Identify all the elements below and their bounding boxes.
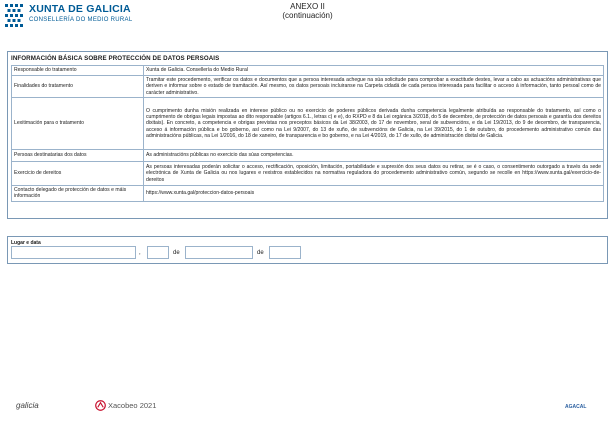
agacal-logo: AGACAL: [565, 404, 587, 410]
table-row: [12, 162, 604, 186]
row-label: Lexitimación para o tratamento: [12, 98, 144, 150]
xacobeo-logo: Xacobeo 2021: [108, 401, 157, 410]
section-title: INFORMACIÓN BÁSICA SOBRE PROTECCIÓN DE DATOS PERSOAIS: [11, 55, 220, 62]
row-label: Finalidades do tratamento: [12, 76, 144, 98]
day-field[interactable]: [147, 246, 169, 259]
data-protection-section: [7, 51, 608, 219]
annex-heading: [0, 2, 615, 20]
annex-continuation: (continuación): [282, 11, 333, 20]
galicia-logo: galicia: [16, 401, 39, 410]
place-date-label: Lugar e data: [11, 240, 41, 246]
row-label: Contacto delegado de protección de datos e máis información: [12, 186, 144, 202]
row-value: O cumprimento dunha misión realizada en interese público ou no exercicio de poderes públicos derivada dunha competencia legalmente atribuída ao responsable do tratamento, así como o cumprimento de obrigas legais impostas ao dito responsable (artigos 6.1., letras c) e e), do RXPD e 8 da Lei orgánica 3/2018, do 5 de decembro, de protección de datos persoais e garantía dos dereitos dixitais). En concreto, a competencia e obrigas previstas nos preceptos básicos da Lei 38/2003, do 17 de novembro, xeral de subvencións, e da Lei 19/2013, do 9 de decembro, de transparencia, acceso á información pública e bo goberno, así como na Lei 9/2007, do 13 de xuño, de subvencións de Galicia, na Lei 39/2015, do 1 de outubro, do procedemento administrativo común das administracións públicas, na Lei 1/2016, do 18 de xaneiro, de transparencia e bo goberno, e na Lei 4/2019, do 17 de xullo, de administración dixital de Galicia.: [144, 98, 604, 150]
org-title: XUNTA DE GALICIA: [29, 3, 131, 15]
row-value: Tramitar este procedemento, verificar os datos e documentos que a persoa interesada achegue na súa solicitude para comprobar a exactitude destes, levar a cabo as actuacións administrativas que deriven e informar sobre o estado de tramitación. Así mesmo, os datos persoais incluiranse na Carpeta cidadá de cada persoa interesada para facilitar o acceso á información, tanto persoal como de carácter administrativo.: [144, 76, 604, 98]
de-separator-2: de: [257, 250, 264, 256]
row-label: Persoas destinatarias dos datos: [12, 150, 144, 162]
row-label: Exercicio de dereitos: [12, 162, 144, 186]
place-field[interactable]: [11, 246, 136, 259]
data-protection-table: [11, 65, 604, 202]
row-value: Xunta de Galicia. Consellería do Medio Rural: [144, 66, 604, 76]
table-row: [12, 150, 604, 162]
table-row: [12, 98, 604, 150]
row-value: As administracións públicas no exercicio das súas competencias.: [144, 150, 604, 162]
footer: [0, 392, 615, 422]
row-value: https://www.xunta.gal/proteccion-datos-persoais: [144, 186, 604, 202]
comma-separator: ,: [139, 250, 141, 256]
org-subtitle: CONSELLERÍA DO MEDIO RURAL: [29, 17, 133, 23]
place-date-section: [7, 236, 608, 264]
de-separator-1: de: [173, 250, 180, 256]
row-value: As persoas interesadas poderán solicitar o acceso, rectificación, oposición, limitación, portabilidade e supresión dos seus datos ou retirar, se é o caso, o consentimento outorgado a través da sede electrónica de Xunta de Galicia ou nos lugares e rexistros establecidos na normativa reguladora do procedemento administrativo común, segundo se recolle en https://www.xunta.gal/exercicio-de-dereitos: [144, 162, 604, 186]
table-row: [12, 186, 604, 202]
xacobeo-icon: [95, 400, 106, 411]
month-field[interactable]: [185, 246, 253, 259]
annex-title: ANEXO II: [290, 2, 325, 11]
table-row: [12, 66, 604, 76]
year-field[interactable]: [269, 246, 301, 259]
table-row: [12, 76, 604, 98]
row-label: Responsable do tratamento: [12, 66, 144, 76]
